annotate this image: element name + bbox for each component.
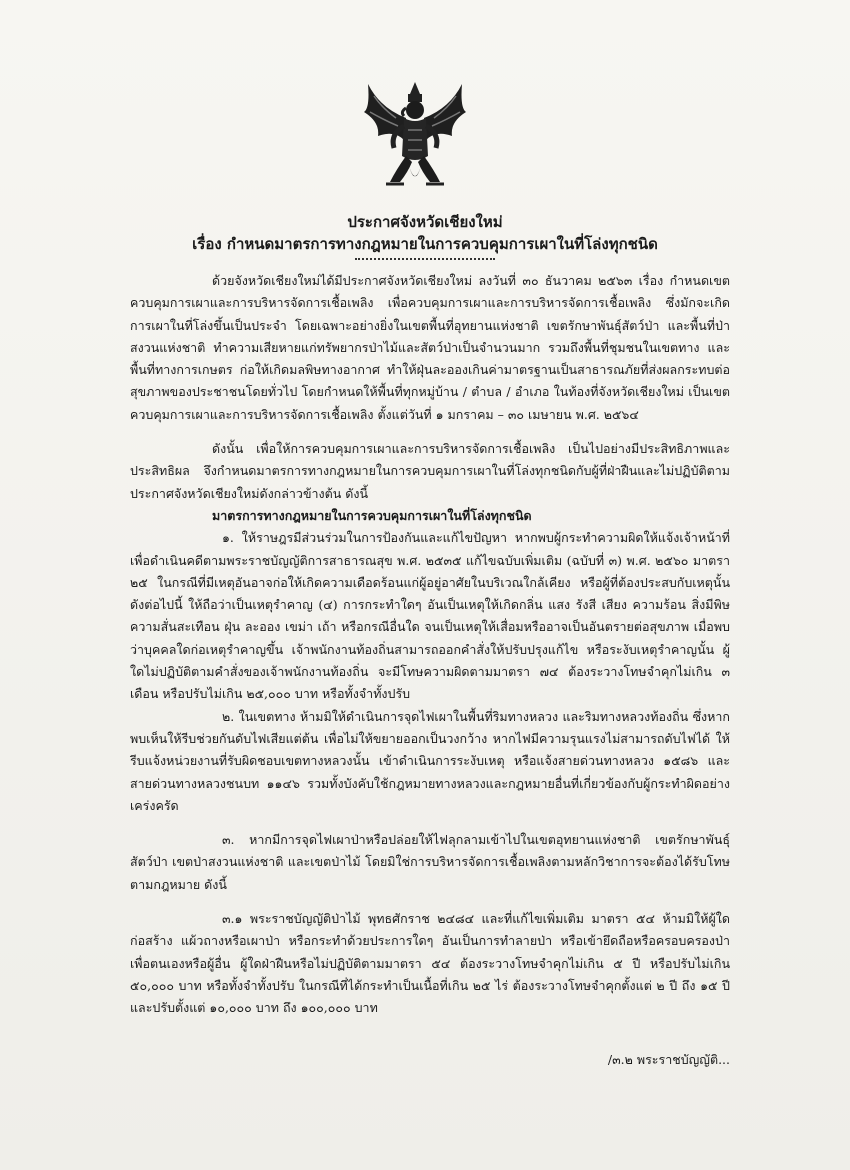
paragraph-intro: ด้วยจังหวัดเชียงใหม่ได้มีประกาศจังหวัดเชียงใหม่ ลงวันที่ ๓๐ ธันวาคม ๒๕๖๓ เรื่อง กำหนดเขตควบคุมการเผาและการบริหารจัดการเชื้อเพลิง เพื่อควบคุมการเผาและการบริหารจัดการเชื้อเพลิง ซึ่งมักจะเกิดการเผาในที่โล่งขึ้นเป็นประจำ โดยเฉพาะอย่างยิ่งในเขตพื้นที่อุทยานแห่งชาติ เขตรักษาพันธุ์สัตว์ป่า และพื้นที่ป่าสงวนแห่งชาติ ทำความเสียหายแก่ทรัพยากรป่าไม้และสัตว์ป่าเป็นจำนวนมาก รวมถึงพื้นที่ชุมชนในเขตทาง และพื้นที่ทางการเกษตร ก่อให้เกิดมลพิษทางอากาศ ทำให้ฝุ่นละอองเกินค่ามาตรฐานเป็นสาธารณภัยที่ส่งผลกระทบต่อสุขภาพของประชาชนโดยทั่วไป โดยกำหนดให้พื้นที่ทุกหมู่บ้าน / ตำบล / อำเภอ ในท้องที่จังหวัดเชียงใหม่ เป็นเขตควบคุมการเผาและการบริหารจัดการเชื้อเพลิง ตั้งแต่วันที่ ๑ มกราคม – ๓๐ เมษายน พ.ศ. ๒๕๖๔ (130, 273, 730, 422)
section-subheading: มาตรการทางกฎหมายในการควบคุมการเผาในที่โล่งทุกชนิด (212, 507, 532, 523)
paragraph-measure-3-1: ๓.๑ พระราชบัญญัติป่าไม้ พุทธศักราช ๒๔๘๔ และที่แก้ไขเพิ่มเติม มาตรา ๕๔ ห้ามมิให้ผู้ใดก่อสร้าง แผ้วถางหรือเผาป่า หรือกระทำด้วยประการใดๆ อันเป็นการทำลายป่า หรือเข้ายึดถือหรือครอบครองป่าเพื่อตนเองหรือผู้อื่น ผู้ใดฝ่าฝืนหรือไม่ปฏิบัติตามมาตรา ๕๔ ต้องระวางโทษจำคุกไม่เกิน ๕ ปี หรือปรับไม่เกิน ๕๐,๐๐๐ บาท หรือทั้งจำทั้งปรับ ในกรณีที่ได้กระทำเป็นเนื้อที่เกิน ๒๕ ไร่ ต้องระวางโทษจำคุกตั้งแต่ ๒ ปี ถึง ๑๕ ปี และปรับตั้งแต่ ๑๐,๐๐๐ บาท ถึง ๑๐๐,๐๐๐ บาท (130, 911, 730, 1016)
paragraph-therefore: ดังนั้น เพื่อให้การควบคุมการเผาและการบริหารจัดการเชื้อเพลิง เป็นไปอย่างมีประสิทธิภาพและประสิทธิผล จึงกำหนดมาตรการทางกฎหมายในการควบคุมการเผาในที่โล่งทุกชนิดกับผู้ที่ฝ่าฝืนและไม่ปฏิบัติตามประกาศจังหวัดเชียงใหม่ดังกล่าวข้างต้น ดังนี้ (130, 441, 730, 501)
document-title: ประกาศจังหวัดเชียงใหม่ (347, 213, 503, 231)
garuda-emblem-icon (360, 78, 470, 196)
document-body (130, 270, 730, 1020)
paragraph-measure-1: ๑. ให้ราษฎรมีส่วนร่วมในการป้องกันและแก้ไขปัญหา หากพบผู้กระทำความผิดให้แจ้งเจ้าหน้าที่ เพื่อดำเนินคดีตามพระราชบัญญัติการสาธารณสุข พ.ศ. ๒๕๓๕ แก้ไขฉบับเพิ่มเติม (ฉบับที่ ๓) พ.ศ. ๒๕๖๐ มาตรา ๒๕ ในกรณีที่มีเหตุอันอาจก่อให้เกิดความเดือดร้อนแก่ผู้อยู่อาศัยในบริเวณใกล้เคียง หรือผู้ที่ต้องประสบกับเหตุนั้นดังต่อไปนี้ ให้ถือว่าเป็นเหตุรำคาญ (๔) การกระทำใดๆ อันเป็นเหตุให้เกิดกลิ่น แสง รังสี เสียง ความร้อน สิ่งมีพิษ ความสั่นสะเทือน ฝุ่น ละออง เขม่า เถ้า หรือกรณีอื่นใด จนเป็นเหตุให้เสื่อมหรืออาจเป็นอันตรายต่อสุขภาพ เมื่อพบว่าบุคคลใดก่อเหตุรำคาญขึ้น เจ้าพนักงานท้องถิ่นสามารถออกคำสั่งให้ปรับปรุงแก้ไข หรือระงับเหตุรำคาญนั้น ผู้ใดไม่ปฏิบัติตามคำสั่งของเจ้าพนักงานท้องถิ่น จะมีโทษความผิดตามมาตรา ๗๔ ต้องระวางโทษจำคุกไม่เกิน ๓ เดือน หรือปรับไม่เกิน ๒๕,๐๐๐ บาท หรือทั้งจำทั้งปรับ (130, 530, 730, 702)
paragraph-measure-3: ๓. หากมีการจุดไฟเผาป่าหรือปล่อยให้ไฟลุกลามเข้าไปในเขตอุทยานแห่งชาติ เขตรักษาพันธุ์สัตว์ป่า เขตป่าสงวนแห่งชาติ และเขตป่าไม้ โดยมิใช่การบริหารจัดการเชื้อเพลิงตามหลักวิชาการจะต้องได้รับโทษตามกฎหมาย ดังนี้ (130, 832, 730, 892)
divider-dots (355, 258, 495, 260)
document-subject: เรื่อง กำหนดมาตรการทางกฎหมายในการควบคุมการเผาในที่โล่งทุกชนิด (192, 235, 658, 253)
continuation-note: /๓.๒ พระราชบัญญัติ... (607, 1052, 730, 1067)
paragraph-measure-2: ๒. ในเขตทาง ห้ามมิให้ดำเนินการจุดไฟเผาในพื้นที่ริมทางหลวง และริมทางหลวงท้องถิ่น ซึ่งหากพบเห็นให้รีบช่วยกันดับไฟเสียแต่ต้น เพื่อไม่ให้ขยายออกเป็นวงกว้าง หากไฟมีความรุนแรงไม่สามารถดับไฟได้ ให้รีบแจ้งหน่วยงานที่รับผิดชอบเขตทางหลวงนั้น เข้าดำเนินการระงับเหตุ หรือแจ้งสายด่วนทางหลวง ๑๕๘๖ และสายด่วนทางหลวงชนบท ๑๑๔๖ รวมทั้งบังคับใช้กฎหมายทางหลวงและกฎหมายอื่นที่เกี่ยวข้องกับผู้กระทำผิดอย่างเคร่งครัด (130, 708, 730, 813)
